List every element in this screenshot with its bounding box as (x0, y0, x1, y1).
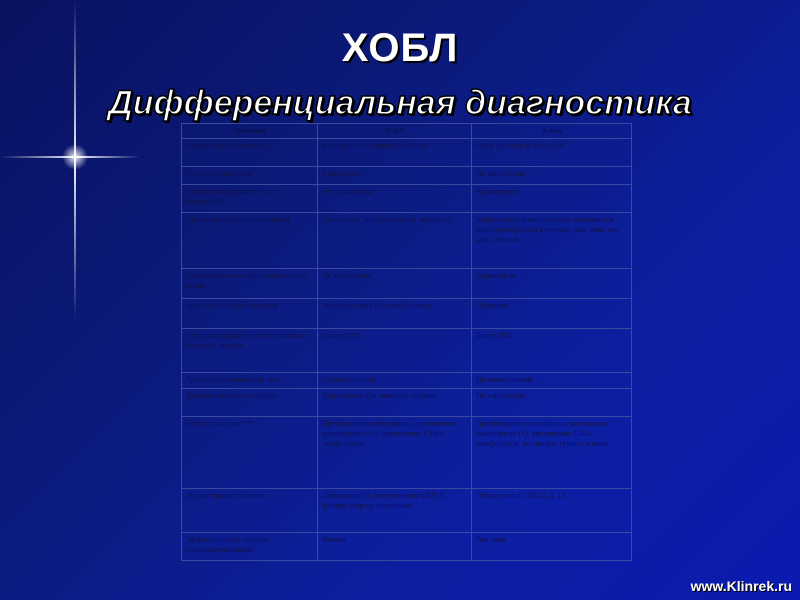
header-asthma: Астма (472, 124, 632, 139)
table-cell: Характерна (472, 269, 632, 299)
table-cell: Суточная вариабель-ность пиковой скорости выдоха (182, 329, 318, 373)
website-watermark: www.Klinrek.ru (690, 578, 792, 594)
table-cell: Отягощенная наследст-венность по астме (182, 269, 318, 299)
slide-subtitle: Дифференциальная диагностика (108, 84, 692, 122)
table-cell: Бронхиальная обструк-ция (182, 299, 318, 329)
table-row (182, 185, 632, 213)
table-cell: Не характерно (472, 389, 632, 417)
table-cell: Клиническая изменчивость, появляются приступообраз-но в течение дня, день ото дня, сезонно (472, 213, 632, 269)
table-row (182, 269, 632, 299)
table-row (182, 389, 632, 417)
table-cell: Менее 10% (318, 329, 472, 373)
table-cell: Более 20% (472, 329, 632, 373)
table-cell: Преобладают эозинофилы, увеличение макрофагов (+), увеличение CD4+ лимфоцитов, активация тучных клеток (472, 417, 632, 489)
table-row (182, 417, 632, 489)
table-row (182, 533, 632, 561)
table-row (182, 139, 632, 167)
table-cell: Положительный (472, 373, 632, 389)
table-cell: Отрицательный (318, 373, 472, 389)
table-cell: Преобладают нейтрофилы, увеличение макрофагов (++), увеличение CD8+ лимфоцитов (318, 417, 472, 489)
table-row (182, 489, 632, 533)
table-cell: Как правило, старше 35–40 лет (318, 139, 472, 167)
table-cell: Тип воспаления*** (182, 417, 318, 489)
differential-diagnosis-table (181, 123, 632, 561)
table-cell: Лейкотриен D, ИЛ 4, 5, 13 (472, 489, 632, 533)
table-cell: Малообратима или необра-тима (318, 299, 472, 329)
header-signs: Признаки (182, 124, 318, 139)
header-copd: ХОБЛ (318, 124, 472, 139)
table-cell: Характерно (318, 167, 472, 185)
table-cell: Чаще детский и молодой* (472, 139, 632, 167)
slide-title: ХОБЛ (341, 26, 459, 70)
table-cell: Не характерно (472, 167, 632, 185)
table-cell: Не характерна (318, 269, 472, 299)
table-cell: Внелегочные проявле-ния аллергии** (182, 185, 318, 213)
table-cell: Симптомы (кашель и одышка) (182, 213, 318, 269)
table-cell: Не характерны (318, 185, 472, 213)
table-cell: Обратима (472, 299, 632, 329)
table-cell: Лейкотриен В, интерлей-кин (ИЛ) 8, фактор некроза опухоли-α (318, 489, 472, 533)
table-row (182, 373, 632, 389)
table-row (182, 213, 632, 269)
table-cell: Медиаторы воспаления (182, 489, 318, 533)
table-cell: Курение в анамнезе (182, 167, 318, 185)
table-cell: Постоянны, прогрессируют медленно (318, 213, 472, 269)
table-header-row (182, 124, 632, 139)
table-cell: Высокая (472, 533, 632, 561)
table-row (182, 167, 632, 185)
table-row (182, 329, 632, 373)
table-row (182, 299, 632, 329)
table-cell: Низкая (318, 533, 472, 561)
table-cell: Бронходилатационный тест (182, 373, 318, 389)
table-cell: Характерны (472, 185, 632, 213)
table-cell: Эффективность терапии глюкокортикоидами (182, 533, 318, 561)
table-cell: Возраст начала болезни (182, 139, 318, 167)
table-cell: Наличие легочного сердца (182, 389, 318, 417)
table-cell: Характерно при тяжелом течении (318, 389, 472, 417)
